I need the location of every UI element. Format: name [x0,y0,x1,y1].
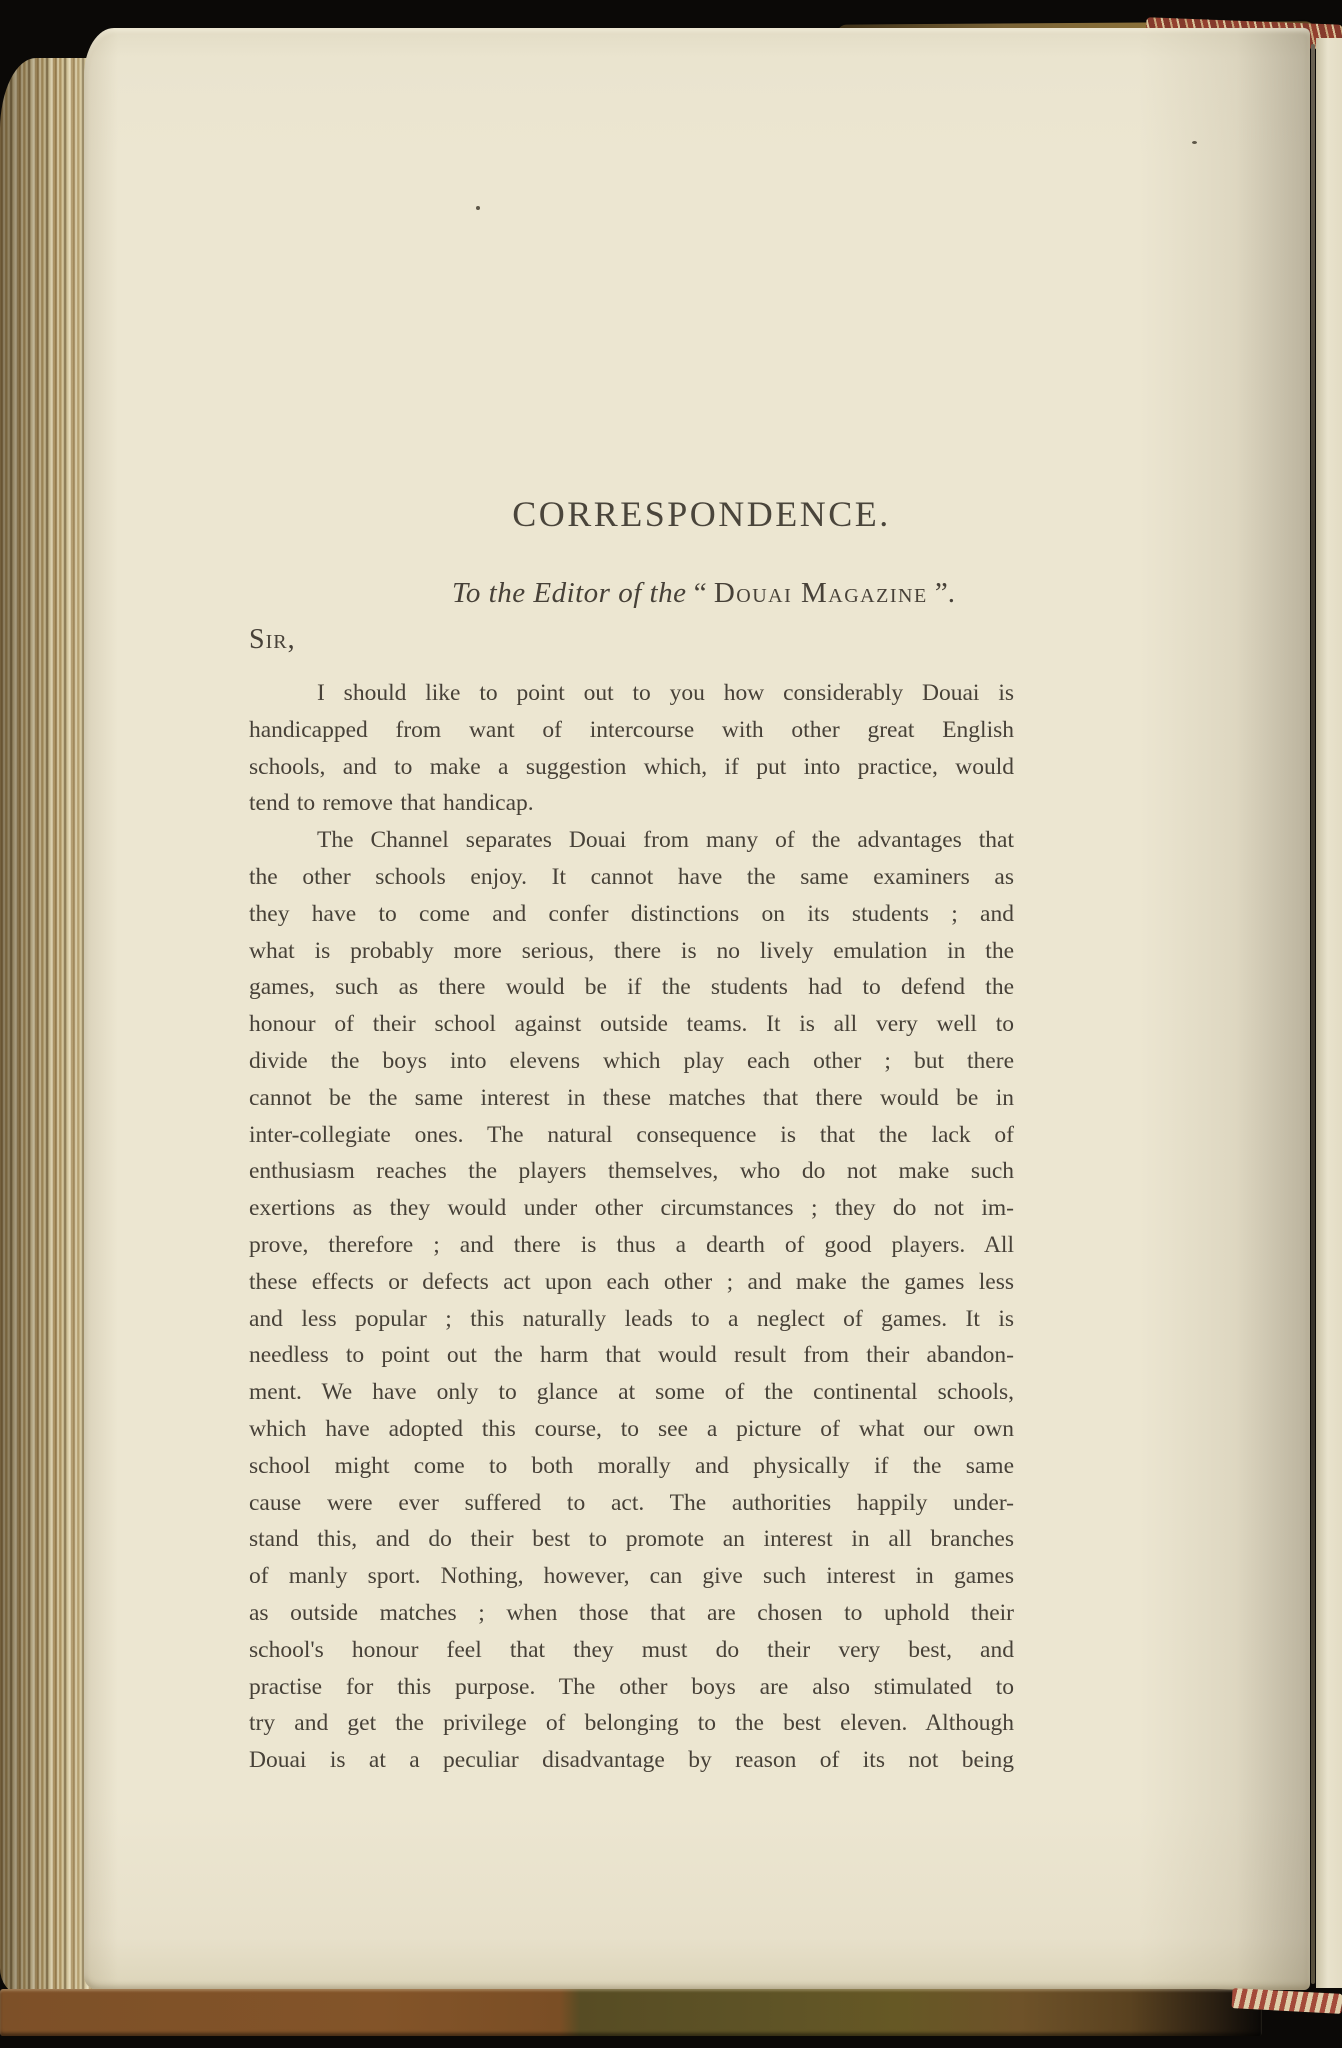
text-line: they have to come and confer distinctions on its students ; and [249,900,1014,927]
text-line: handicapped from want of intercourse with other great English [249,716,1014,743]
cover-bottom-edge [0,1989,1262,2036]
text-line: stand this, and do their best to promote an interest in all branches [249,1526,1014,1553]
text-line: practise for this purpose. The other boys are also stimulated to [249,1673,1014,1700]
text-line: cause were ever suffered to act. The authorities happily under- [249,1489,1014,1516]
gutter-crease [1311,44,1315,1984]
letter-body [249,675,1014,1779]
magazine-name: Douai Magazine [713,577,928,609]
text-line: exertions as they would under other circumstances ; they do not im- [249,1195,1014,1222]
paragraph [249,675,1014,822]
text-line: schools, and to make a suggestion which, if put into practice, would [249,753,1014,780]
page-title: CORRESPONDENCE. [512,494,891,534]
text-line: enthusiasm reaches the players themselves, who do not make such [249,1158,1014,1185]
text-line: school's honour feel that they must do their very best, and [249,1636,1014,1663]
text-line: prove, therefore ; and there is thus a dearth of good players. All [249,1231,1014,1258]
text-line: try and get the privilege of belonging to the best eleven. Although [249,1710,1014,1737]
text-line: The Channel separates Douai from many of the advantages that [317,827,1014,854]
text-line: of manly sport. Nothing, however, can give such interest in games [249,1563,1014,1590]
text-line: Douai is at a peculiar disadvantage by reason of its not being [249,1747,1014,1774]
salutation [321,573,1086,613]
text-line: I should like to point out to you how considerably Douai is [317,680,1014,706]
text-line: inter-collegiate ones. The natural consequence is that the lack of [249,1121,1014,1148]
text-line: school might come to both morally and physically if the same [249,1452,1014,1479]
open-quote: “ [693,577,707,609]
text-line: games, such as there would be if the students had to defend the [249,974,1014,1001]
next-page-edge [1316,38,1342,1988]
book-page [84,28,1310,1990]
salutation-prefix: To the Editor of the [451,577,687,609]
text-line: needless to point out the harm that would result from their abandon- [249,1342,1014,1369]
paper-speck [1192,141,1197,144]
text-line: honour of their school against outside teams. It is all very well to [249,1011,1014,1038]
text-line: as outside matches ; when those that are chosen to uphold their [249,1599,1014,1626]
text-line: divide the boys into elevens which play each other ; but there [249,1047,1014,1074]
text-line: tend to remove that handicap. [249,790,534,817]
text-line: what is probably more serious, there is no lively emulation in the [249,937,1014,964]
text-line: the other schools enjoy. It cannot have the same examiners as [249,863,1014,890]
close-quote: ”. [934,577,956,609]
greeting-sir: Sir, [249,624,296,655]
text-line: these effects or defects act upon each other ; and make the games less [249,1268,1014,1295]
paragraph [249,822,1014,1779]
text-line: ment. We have only to glance at some of the continental schools, [249,1379,1014,1406]
text-line: which have adopted this course, to see a picture of what our own [249,1415,1014,1442]
text-line: cannot be the same interest in these matches that there would be in [249,1084,1014,1111]
letter-to-editor [249,28,1014,1779]
text-line: and less popular ; this naturally leads to a neglect of games. It is [249,1305,1014,1332]
